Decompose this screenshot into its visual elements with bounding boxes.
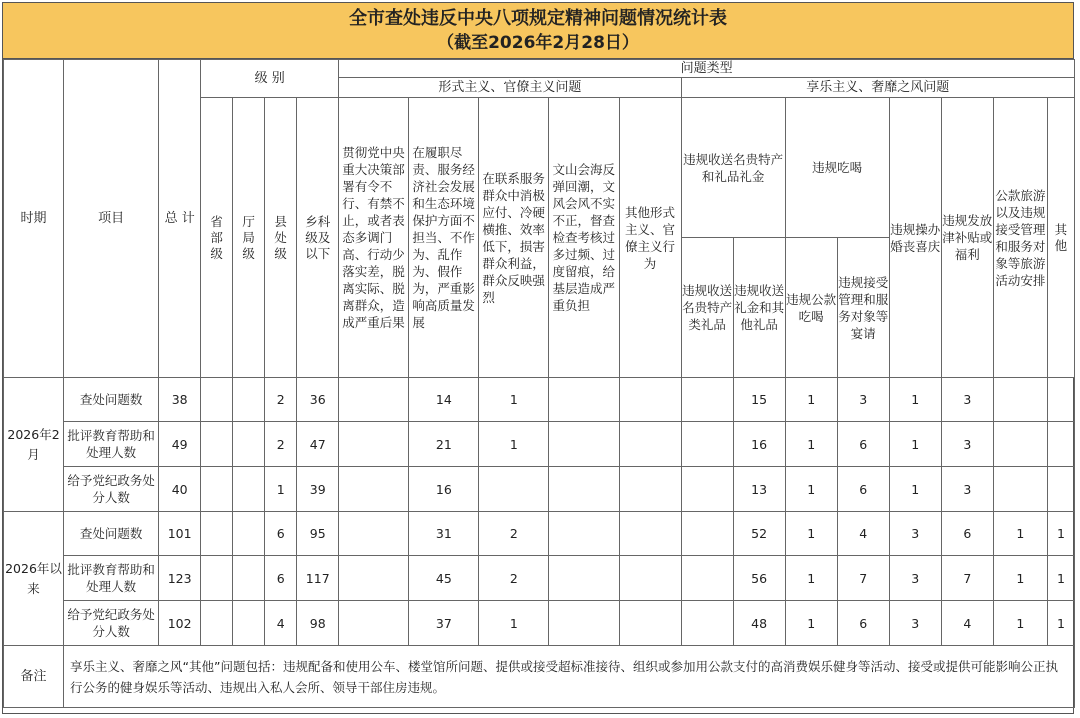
allowance-cell: 3 (941, 467, 993, 512)
formalism-3-cell: 1 (479, 378, 549, 422)
formalism-3-cell: 2 (479, 512, 549, 556)
table-row (4, 601, 1075, 646)
bureau-cell (233, 556, 265, 601)
total-cell: 40 (159, 467, 201, 512)
bureau-cell (233, 512, 265, 556)
header-allowance: 违规发放津补贴或福利 (941, 98, 993, 378)
statistics-sheet (2, 2, 1074, 714)
other-cell (1047, 422, 1074, 467)
travel-cell: 1 (993, 601, 1047, 646)
county-cell: 2 (265, 378, 297, 422)
formalism-1-cell (339, 378, 409, 422)
township-cell: 117 (297, 556, 339, 601)
formalism-5-cell (619, 467, 681, 512)
eating-b-cell: 4 (837, 512, 889, 556)
item-cell: 给予党纪政务处分人数 (64, 601, 159, 646)
bureau-cell (233, 378, 265, 422)
table-row (4, 467, 1075, 512)
header-county: 县处级 (265, 98, 297, 378)
gift-b-cell: 56 (733, 556, 785, 601)
title-bar (3, 3, 1073, 59)
item-cell: 批评教育帮助和处理人数 (64, 422, 159, 467)
wedding-cell: 3 (889, 556, 941, 601)
formalism-2-cell: 21 (409, 422, 479, 467)
other-cell: 1 (1047, 556, 1074, 601)
page-title: 全市查处违反中央八项规定精神问题情况统计表 (349, 8, 727, 29)
note-text: 享乐主义、奢靡之风“其他”问题包括：违规配备和使用公车、楼堂馆所问题、提供或接受超标准接待、组织或参加用公款支付的高消费娱乐健身等活动、接受或提供可能影响公正执行公务的健身娱乐等活动、违规出入私人会所、领导干部住房违规。 (64, 646, 1075, 708)
province-cell (201, 601, 233, 646)
header-total: 总 计 (159, 60, 201, 378)
item-cell: 给予党纪政务处分人数 (64, 467, 159, 512)
travel-cell: 1 (993, 512, 1047, 556)
formalism-5-cell (619, 422, 681, 467)
period-cell: 2026年以来 (4, 512, 64, 646)
county-cell: 6 (265, 512, 297, 556)
formalism-1-cell (339, 512, 409, 556)
header-travel: 公款旅游以及违规接受管理和服务对象等旅游活动安排 (993, 98, 1047, 378)
gift-b-cell: 48 (733, 601, 785, 646)
formalism-1-cell (339, 556, 409, 601)
wedding-cell: 1 (889, 378, 941, 422)
eating-b-cell: 6 (837, 467, 889, 512)
travel-cell (993, 378, 1047, 422)
gift-b-cell: 52 (733, 512, 785, 556)
formalism-4-cell (549, 601, 619, 646)
allowance-cell: 6 (941, 512, 993, 556)
allowance-cell: 4 (941, 601, 993, 646)
township-cell: 95 (297, 512, 339, 556)
header-gift-b: 违规收送礼金和其他礼品 (733, 238, 785, 378)
wedding-cell: 1 (889, 467, 941, 512)
header-other: 其他 (1047, 98, 1074, 378)
header-hedonism: 享乐主义、奢靡之风问题 (681, 78, 1074, 98)
header-formalism-3: 在联系服务群众中消极应付、冷硬横推、效率低下，损害群众利益，群众反映强烈 (479, 98, 549, 378)
wedding-cell: 1 (889, 422, 941, 467)
bureau-cell (233, 467, 265, 512)
other-cell: 1 (1047, 601, 1074, 646)
header-formalism-2: 在履职尽责、服务经济社会发展和生态环境保护方面不担当、不作为、乱作为、假作为，严重影响高质量发展 (409, 98, 479, 378)
formalism-2-cell: 31 (409, 512, 479, 556)
formalism-4-cell (549, 422, 619, 467)
table-row (4, 378, 1075, 422)
header-gift: 违规收送名贵特产和礼品礼金 (681, 98, 785, 238)
eating-b-cell: 3 (837, 378, 889, 422)
allowance-cell: 3 (941, 378, 993, 422)
eating-a-cell: 1 (785, 512, 837, 556)
eating-b-cell: 6 (837, 601, 889, 646)
province-cell (201, 556, 233, 601)
header-eating-b: 违规接受管理和服务对象等宴请 (837, 238, 889, 378)
township-cell: 39 (297, 467, 339, 512)
gift-b-cell: 13 (733, 467, 785, 512)
eating-a-cell: 1 (785, 467, 837, 512)
eating-b-cell: 7 (837, 556, 889, 601)
county-cell: 6 (265, 556, 297, 601)
formalism-5-cell (619, 556, 681, 601)
gift-b-cell: 15 (733, 378, 785, 422)
province-cell (201, 422, 233, 467)
township-cell: 98 (297, 601, 339, 646)
formalism-4-cell (549, 378, 619, 422)
gift-a-cell (681, 467, 733, 512)
note-row (4, 646, 1075, 708)
formalism-1-cell (339, 601, 409, 646)
total-cell: 38 (159, 378, 201, 422)
note-label: 备注 (4, 646, 64, 708)
travel-cell: 1 (993, 556, 1047, 601)
page-subtitle: （截至2026年2月28日） (437, 33, 639, 53)
header-gift-a: 违规收送名贵特产类礼品 (681, 238, 733, 378)
travel-cell (993, 467, 1047, 512)
allowance-cell: 3 (941, 422, 993, 467)
formalism-2-cell: 45 (409, 556, 479, 601)
item-cell: 批评教育帮助和处理人数 (64, 556, 159, 601)
total-cell: 101 (159, 512, 201, 556)
township-cell: 36 (297, 378, 339, 422)
county-cell: 2 (265, 422, 297, 467)
header-formalism-5: 其他形式主义、官僚主义行为 (619, 98, 681, 378)
header-bureau: 厅局级 (233, 98, 265, 378)
wedding-cell: 3 (889, 512, 941, 556)
formalism-5-cell (619, 378, 681, 422)
item-cell: 查处问题数 (64, 378, 159, 422)
formalism-3-cell: 1 (479, 601, 549, 646)
formalism-1-cell (339, 467, 409, 512)
travel-cell (993, 422, 1047, 467)
province-cell (201, 378, 233, 422)
header-province: 省部级 (201, 98, 233, 378)
bureau-cell (233, 601, 265, 646)
total-cell: 49 (159, 422, 201, 467)
other-cell (1047, 467, 1074, 512)
gift-a-cell (681, 601, 733, 646)
other-cell (1047, 378, 1074, 422)
formalism-1-cell (339, 422, 409, 467)
total-cell: 123 (159, 556, 201, 601)
header-period: 时期 (4, 60, 64, 378)
township-cell: 47 (297, 422, 339, 467)
allowance-cell: 7 (941, 556, 993, 601)
formalism-5-cell (619, 512, 681, 556)
county-cell: 4 (265, 601, 297, 646)
formalism-2-cell: 14 (409, 378, 479, 422)
formalism-2-cell: 16 (409, 467, 479, 512)
eating-a-cell: 1 (785, 378, 837, 422)
formalism-3-cell: 1 (479, 422, 549, 467)
gift-a-cell (681, 512, 733, 556)
period-cell: 2026年2月 (4, 378, 64, 512)
header-level: 级 别 (201, 60, 339, 98)
formalism-4-cell (549, 467, 619, 512)
header-problem-type: 问题类型 (339, 60, 1075, 78)
formalism-4-cell (549, 512, 619, 556)
bureau-cell (233, 422, 265, 467)
header-formalism: 形式主义、官僚主义问题 (339, 78, 681, 98)
gift-a-cell (681, 556, 733, 601)
gift-a-cell (681, 378, 733, 422)
header-township: 乡科级及以下 (297, 98, 339, 378)
county-cell: 1 (265, 467, 297, 512)
header-item: 项目 (64, 60, 159, 378)
formalism-3-cell: 2 (479, 556, 549, 601)
table-row (4, 422, 1075, 467)
header-formalism-1: 贯彻党中央重大决策部署有令不行、有禁不止，或者表态多调门高、行动少落实差，脱离实际、脱离群众，造成严重后果 (339, 98, 409, 378)
table-row (4, 512, 1075, 556)
eating-a-cell: 1 (785, 556, 837, 601)
province-cell (201, 467, 233, 512)
eating-a-cell: 1 (785, 422, 837, 467)
eating-a-cell: 1 (785, 601, 837, 646)
header-wedding: 违规操办婚丧喜庆 (889, 98, 941, 378)
formalism-4-cell (549, 556, 619, 601)
total-cell: 102 (159, 601, 201, 646)
formalism-5-cell (619, 601, 681, 646)
table-row (4, 556, 1075, 601)
item-cell: 查处问题数 (64, 512, 159, 556)
formalism-3-cell (479, 467, 549, 512)
header-eating-a: 违规公款吃喝 (785, 238, 837, 378)
header-eating: 违规吃喝 (785, 98, 889, 238)
formalism-2-cell: 37 (409, 601, 479, 646)
header-formalism-4: 文山会海反弹回潮，文风会风不实不正，督查检查考核过多过频、过度留痕，给基层造成严重负担 (549, 98, 619, 378)
wedding-cell: 3 (889, 601, 941, 646)
other-cell: 1 (1047, 512, 1074, 556)
statistics-table (3, 59, 1075, 708)
gift-a-cell (681, 422, 733, 467)
eating-b-cell: 6 (837, 422, 889, 467)
gift-b-cell: 16 (733, 422, 785, 467)
province-cell (201, 512, 233, 556)
